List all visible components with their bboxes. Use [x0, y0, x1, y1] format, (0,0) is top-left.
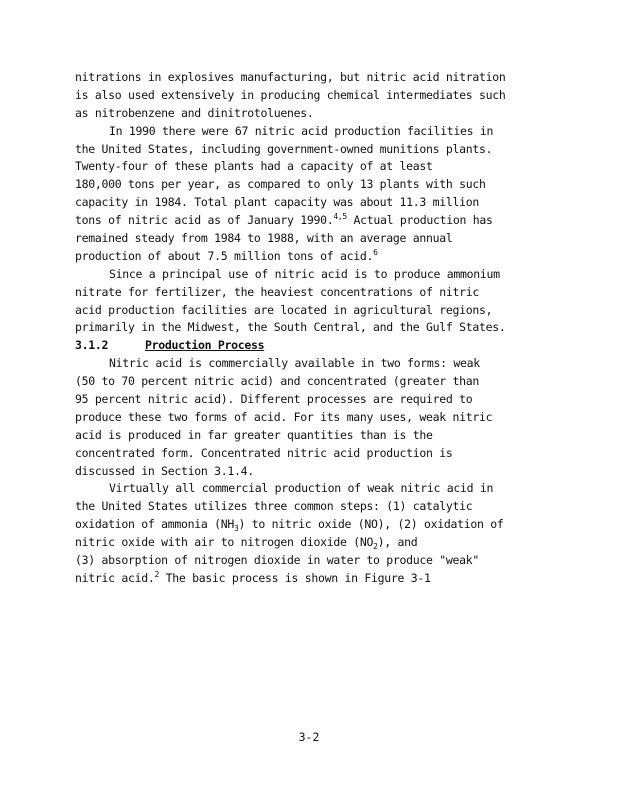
section-number: 3.1.2	[75, 338, 109, 353]
text-line: Virtually all commercial production of weak nitric acid in	[109, 481, 494, 496]
text-fragment: Actual production has	[346, 213, 493, 228]
text-line	[75, 248, 555, 266]
text-line: nitrate for fertilizer, the heaviest concentrations of nitric	[75, 284, 480, 299]
reference-superscript: 2	[154, 569, 160, 579]
body-text	[75, 69, 555, 588]
text-line: Twenty-four of these plants had a capacity of at least	[75, 159, 433, 174]
text-fragment: nitric oxide with air to nitrogen dioxide (NO	[75, 535, 374, 550]
text-line	[75, 534, 555, 552]
text-line: produce these two forms of acid. For its many uses, weak nitric	[75, 409, 493, 424]
subscript: 3	[233, 524, 239, 534]
text-fragment: ) to nitric oxide (NO), (2) oxidation of	[238, 517, 504, 532]
reference-superscript: 6	[373, 247, 378, 257]
text-line: is also used extensively in producing chemical intermediates such	[75, 87, 506, 102]
text-line: nitrations in explosives manufacturing, but nitric acid nitration	[75, 70, 506, 84]
text-line: In 1990 there were 67 nitric acid production facilities in	[109, 123, 494, 138]
text-fragment: oxidation of ammonia (NH	[75, 517, 234, 532]
section-heading	[75, 337, 555, 355]
text-line	[75, 570, 555, 588]
text-line: (50 to 70 percent nitric acid) and concentrated (greater than	[75, 374, 480, 389]
text-line: 180,000 tons per year, as compared to only 13 plants with such	[75, 177, 486, 192]
text-line	[75, 212, 555, 230]
text-fragment: production of about 7.5 million tons of acid.	[75, 248, 374, 263]
text-line: (3) absorption of nitrogen dioxide in water to produce "weak"	[75, 553, 480, 568]
text-line: acid is produced in far greater quantities than is the	[75, 427, 433, 442]
text-line: Nitric acid is commercially available in two forms: weak	[109, 356, 480, 371]
text-line: as nitrobenzene and dinitrotoluenes.	[75, 105, 314, 120]
text-fragment: nitric acid.	[75, 570, 155, 585]
text-fragment: ), and	[377, 535, 418, 550]
text-line: primarily in the Midwest, the South Central, and the Gulf States.	[75, 320, 506, 335]
text-line	[75, 516, 555, 534]
text-line: 95 percent nitric acid). Different processes are required to	[75, 392, 473, 407]
page-number: 3-2	[298, 730, 320, 744]
text-fragment: The basic process is shown in Figure 3-1	[159, 570, 431, 585]
text-line: remained steady from 1984 to 1988, with an average annual	[75, 231, 453, 246]
reference-superscript: 4,5	[333, 212, 347, 222]
text-line: Since a principal use of nitric acid is to produce ammonium	[109, 266, 500, 281]
text-line: discussed in Section 3.1.4.	[75, 463, 254, 478]
text-fragment: tons of nitric acid as of January 1990.	[75, 213, 334, 228]
text-line: concentrated form. Concentrated nitric acid production is	[75, 445, 453, 460]
section-title: Production Process	[145, 338, 265, 353]
text-line: the United States utilizes three common steps: (1) catalytic	[75, 499, 473, 514]
text-line: capacity in 1984. Total plant capacity was about 11.3 million	[75, 195, 480, 210]
subscript: 2	[373, 542, 378, 552]
text-line: the United States, including government-owned munitions plants.	[75, 141, 493, 156]
text-line: acid production facilities are located in agricultural regions,	[75, 302, 493, 317]
